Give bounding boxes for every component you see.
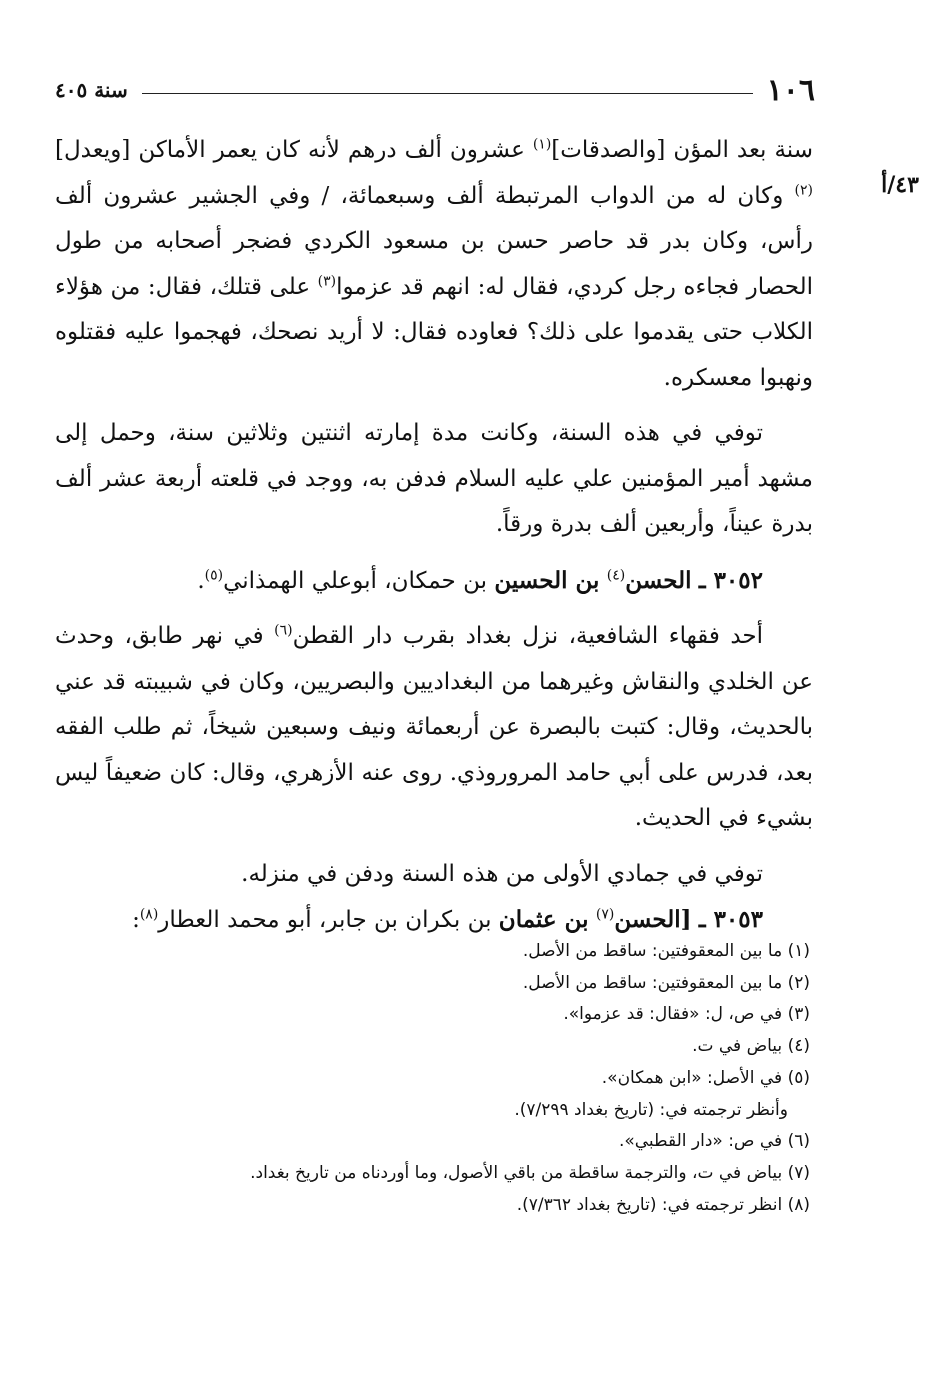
footnote-1: (١) ما بين المعقوفتين: ساقط من الأصل. (522, 941, 810, 961)
footnote-ref-8: (٨) (139, 906, 159, 923)
footnote-ref-7: (٧) (595, 906, 615, 923)
entry-name: [الحسن (614, 906, 692, 933)
footnote-5-continuation: وأنظر ترجمته في: (تاريخ بغداد ٧/٢٩٩). (514, 1099, 788, 1120)
paragraph-1: سنة بعد المؤن [والصدقات]$^{(١)}$ عشرون ألف درهم لأنه كان يعمر الأماكن [ويعدل]$^{(٢)}$ وكان له من الدواب المرتبطة ألف وسبعمائة، / وفي الجشير عشرون ألف رأس، وكان بدر قد حاصر حسن بن مسعود الكردي فضجر أصحابه من طول الحصار فجاءه رجل كردي، فقال له: انهم قد عزموا$^{(٣)}$ على قتلك، فقال: من هؤلاء الكلاب حتى يقدموا على ذلك؟ فعاوده فقال: لا أريد نصحك، فهجموا عليه فقتلوه ونهبوا معسكره. (55, 136, 814, 391)
footnote-ref-1: (١) (532, 136, 552, 153)
year-label: سنة ٤٠٥ (55, 78, 128, 102)
footnote-ref-2: (٢) (794, 181, 813, 198)
main-text (55, 128, 813, 944)
entry-number: ٣٠٥٣ ـ (698, 906, 763, 933)
paragraph-4: توفي في جمادي الأولى من هذه السنة ودفن في منزله. (241, 860, 763, 887)
paragraph-3: أحد فقهاء الشافعية، نزل بغداد بقرب دار القطن$^{(٦)}$ في نهر طابق، وحدث عن الخلدي والنقاش وغيرهما من البغداديين والبصريين، وكان في شبيبته قد عني بالحديث، وقال: كتبت بالبصرة عن أربعمائة ونيف وسبعين شيخاً، ثم طلب الفقه بعد، فدرس على أبي حامد المروروذي. روى عنه الأزهري، وقال: كان ضعيفاً ليس بشيء في الحديث. (55, 622, 813, 831)
footnote-2: (٢) ما بين المعقوفتين: ساقط من الأصل. (522, 972, 810, 993)
footnote-8: (٨) انظر ترجمته في: (تاريخ بغداد ٧/٣٦٢). (516, 1194, 810, 1215)
footnote-4: (٤) بياض في ت. (692, 1036, 810, 1057)
footnote-ref-6: (٦) (274, 622, 293, 639)
entry-3052: ٣٠٥٢ ـ الحسن$^{(٤)}$ بن الحسين بن حمكان، أبوعلي الهمذاني$^{(٥)}$. (197, 566, 763, 594)
entry-name: الحسن (625, 566, 692, 594)
footnote-ref-3: (٣) (317, 272, 337, 289)
footnote-7: (٧) بياض في ت، والترجمة ساقطة من باقي الأصول، وما أوردناه من تاريخ بغداد. (250, 1162, 810, 1183)
footnote-ref-4: (٤) (606, 566, 626, 583)
footnote-3: (٣) في ص، ل: «فقال: قد عزموا». (563, 1004, 810, 1025)
footnote-6: (٦) في ص: «دار القطبي». (618, 1131, 810, 1152)
header-rule (142, 93, 753, 94)
footnote-5: (٥) في الأصل: «ابن همكان». (601, 1067, 810, 1088)
page-header (55, 70, 815, 110)
footnotes (230, 936, 810, 1221)
paragraph-2: توفي في هذه السنة، وكانت مدة إمارته اثنتين وثلاثين سنة، وحمل إلى مشهد أمير المؤمنين علي عليه السلام فدفن به، ووجد في قلعته أربعة عشر ألف بدرة عيناً، وأربعين ألف بدرة ورقاً. (55, 420, 813, 537)
entry-3053: ٣٠٥٣ ـ [الحسن$^{(٧)}$ بن عثمان بن بكران بن جابر، أبو محمد العطار$^{(٨)}$: (132, 906, 763, 933)
footnote-ref-5: (٥) (204, 566, 224, 583)
entry-number: ٣٠٥٢ ـ (698, 566, 763, 594)
folio-margin-note: ٤٣/أ (881, 172, 919, 198)
page-number: ١٠٦ (766, 72, 815, 108)
